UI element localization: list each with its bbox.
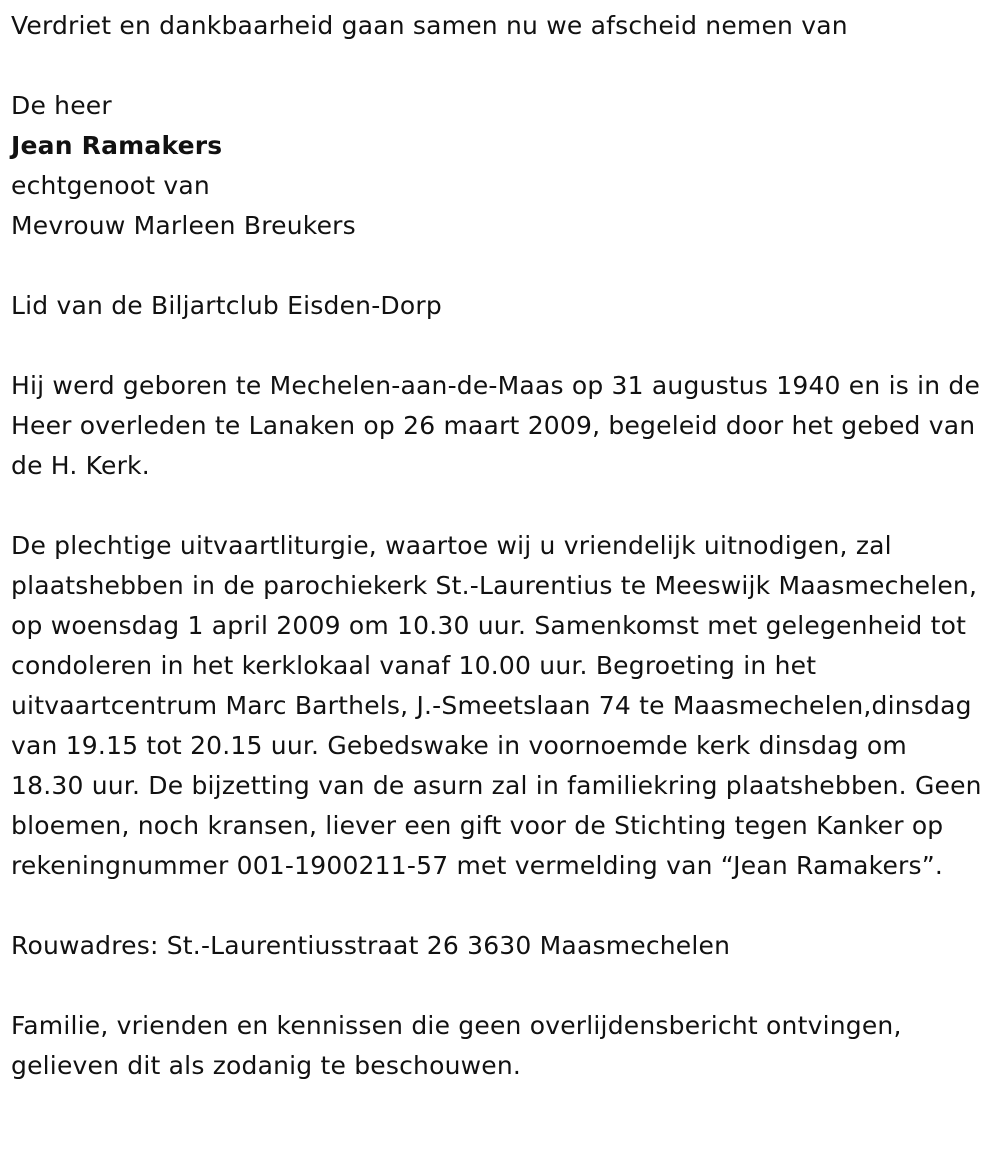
mourning-address: Rouwadres: St.-Laurentiusstraat 26 3630 Maasmechelen [11, 931, 731, 960]
membership-text: Lid van de Biljartclub Eisden-Dorp [11, 291, 442, 320]
spacer [11, 326, 990, 366]
spacer [11, 966, 990, 1006]
birth-death-paragraph: Hij werd geboren te Mechelen-aan-de-Maas op 31 augustus 1940 en is in de Heer overleden te Lanaken op 26 maart 2009, begeleid door het gebed van de H. Kerk. [11, 371, 981, 480]
spacer [11, 886, 990, 926]
spacer [11, 246, 990, 286]
spacer [11, 486, 990, 526]
deceased-name: Jean Ramakers [11, 131, 223, 160]
closing-paragraph: Familie, vrienden en kennissen die geen overlijdensbericht ontvingen, gelieven dit als zodanig te beschouwen. [11, 1011, 902, 1080]
title-prefix: De heer [11, 91, 112, 120]
relation-text: echtgenoot van [11, 171, 210, 200]
spacer [11, 46, 990, 86]
funeral-paragraph: De plechtige uitvaartliturgie, waartoe wij u vriendelijk uitnodigen, zal plaatshebben in de parochiekerk St.-Laurentius te Meeswijk Maasmechelen, op woensdag 1 april 2009 om 10.30 uur. Samenkomst met gelegenheid tot condoleren in het kerklokaal vanaf 10.00 uur. Begroeting in het uitvaartcentrum Marc Barthels, J.-Smeetslaan 74 te Maasmechelen,dinsdag van 19.15 tot 20.15 uur. Gebedswake in voornoemde kerk dinsdag om 18.30 uur. De bijzetting van de asurn zal in familiekring plaatshebben. Geen bloemen, noch kransen, liever een gift voor de Stichting tegen Kanker op rekeningnummer 001-1900211-57 met vermelding van “Jean Ramakers”. [11, 531, 982, 880]
spouse-name: Mevrouw Marleen Breukers [11, 211, 356, 240]
intro-text: Verdriet en dankbaarheid gaan samen nu we afscheid nemen van [11, 11, 848, 40]
